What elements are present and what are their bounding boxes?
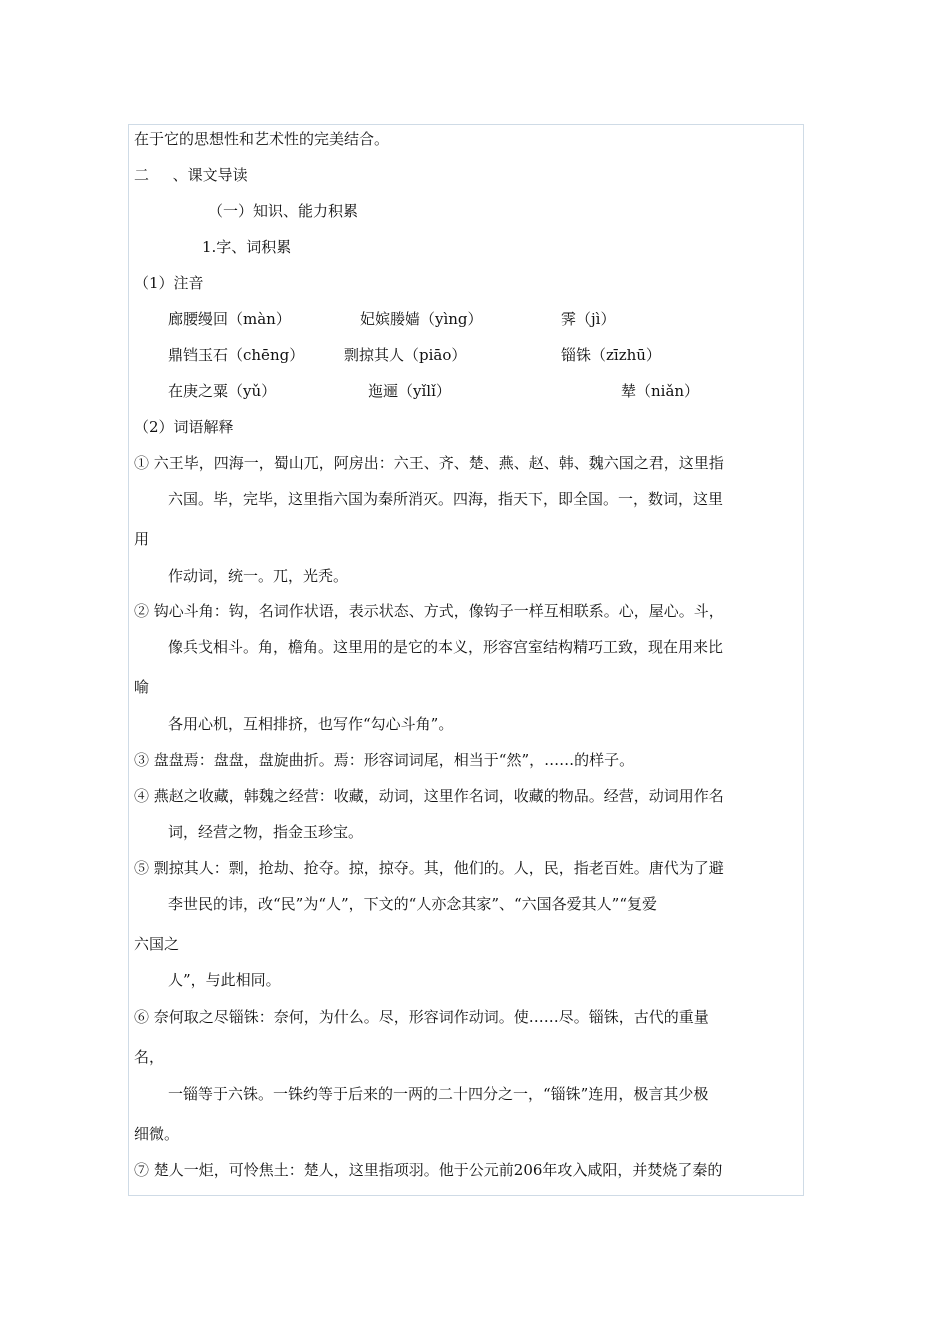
text-line: ① 六王毕，四海一，蜀山兀，阿房出：六王、齐、楚、燕、赵、韩、魏六国之君，这里指 (134, 454, 724, 472)
section-number: 二 (134, 166, 150, 184)
text-line: 一锱等于六铢。一铢约等于后来的一两的二十四分之一，“锱铢”连用，极言其少极 (168, 1085, 709, 1103)
pinyin-item: 锱铢（zīzhū） (561, 346, 661, 364)
pinyin-item: 辇（niǎn） (621, 382, 700, 400)
intro-tail-line: 在于它的思想性和艺术性的完美结合。 (134, 130, 390, 148)
text-line: 用 (134, 530, 150, 548)
text-line: 人”，与此相同。 (168, 971, 281, 989)
text-line: 作动词，统一。兀，光秃。 (168, 567, 349, 585)
pinyin-heading: （1）注音 (134, 274, 204, 292)
text-line: ⑥ 奈何取之尽锱铢：奈何，为什么。尽，形容词作动词。使……尽。锱铢，古代的重量 (134, 1008, 709, 1026)
text-line: ⑤ 剽掠其人：剽，抢劫、抢夺。掠，掠夺。其，他们的。人，民，指老百姓。唐代为了避 (134, 859, 724, 877)
pinyin-item: 霁（jì） (561, 310, 616, 328)
pinyin-item: 迤逦（yǐlǐ） (368, 382, 451, 400)
text-line: 词，经营之物，指金玉珍宝。 (168, 823, 364, 841)
text-line: 像兵戈相斗。角，檐角。这里用的是它的本义，形容宫室结构精巧工致，现在用来比 (168, 638, 724, 656)
section-heading (134, 165, 248, 185)
section-title: 、课文导读 (172, 166, 248, 184)
text-line: ⑦ 楚人一炬，可怜焦土：楚人，这里指项羽。他于公元前206年攻入咸阳，并焚烧了秦的 (134, 1161, 723, 1179)
text-line: ③ 盘盘焉：盘盘，盘旋曲折。焉：形容词词尾，相当于“然”，……的样子。 (134, 751, 635, 769)
text-line: 六国之 (134, 935, 180, 953)
pinyin-item: 鼎铛玉石（chēng） (168, 346, 305, 364)
text-line: 细微。 (134, 1125, 180, 1143)
text-line: 六国。毕，完毕，这里指六国为秦所消灭。四海，指天下，即全国。一，数词，这里 (168, 490, 724, 508)
text-line: 喻 (134, 678, 150, 696)
subsubsection-title: 1.字、词积累 (202, 238, 292, 256)
pinyin-item: 廊腰缦回（màn） (168, 310, 291, 328)
document-frame (128, 124, 804, 1196)
text-line: 李世民的讳，改“民”为“人”，下文的“人亦念其家”、“六国各爱其人”“复爱 (168, 895, 658, 913)
vocab-heading: （2）词语解释 (134, 418, 234, 436)
pinyin-item: 妃嫔媵嫱（yìng） (360, 310, 483, 328)
text-line: 各用心机，互相排挤，也写作“勾心斗角”。 (168, 715, 454, 733)
pinyin-item: 剽掠其人（piāo） (344, 346, 467, 364)
subsection-title: （一）知识、能力积累 (208, 202, 359, 220)
text-line: 名， (134, 1048, 165, 1066)
pinyin-item: 在庚之粟（yǔ） (168, 382, 277, 400)
text-line: ④ 燕赵之收藏，韩魏之经营：收藏，动词，这里作名词，收藏的物品。经营，动词用作名 (134, 787, 724, 805)
text-line: ② 钩心斗角：钩，名词作状语，表示状态、方式，像钩子一样互相联系。心，屋心。斗， (134, 602, 724, 620)
